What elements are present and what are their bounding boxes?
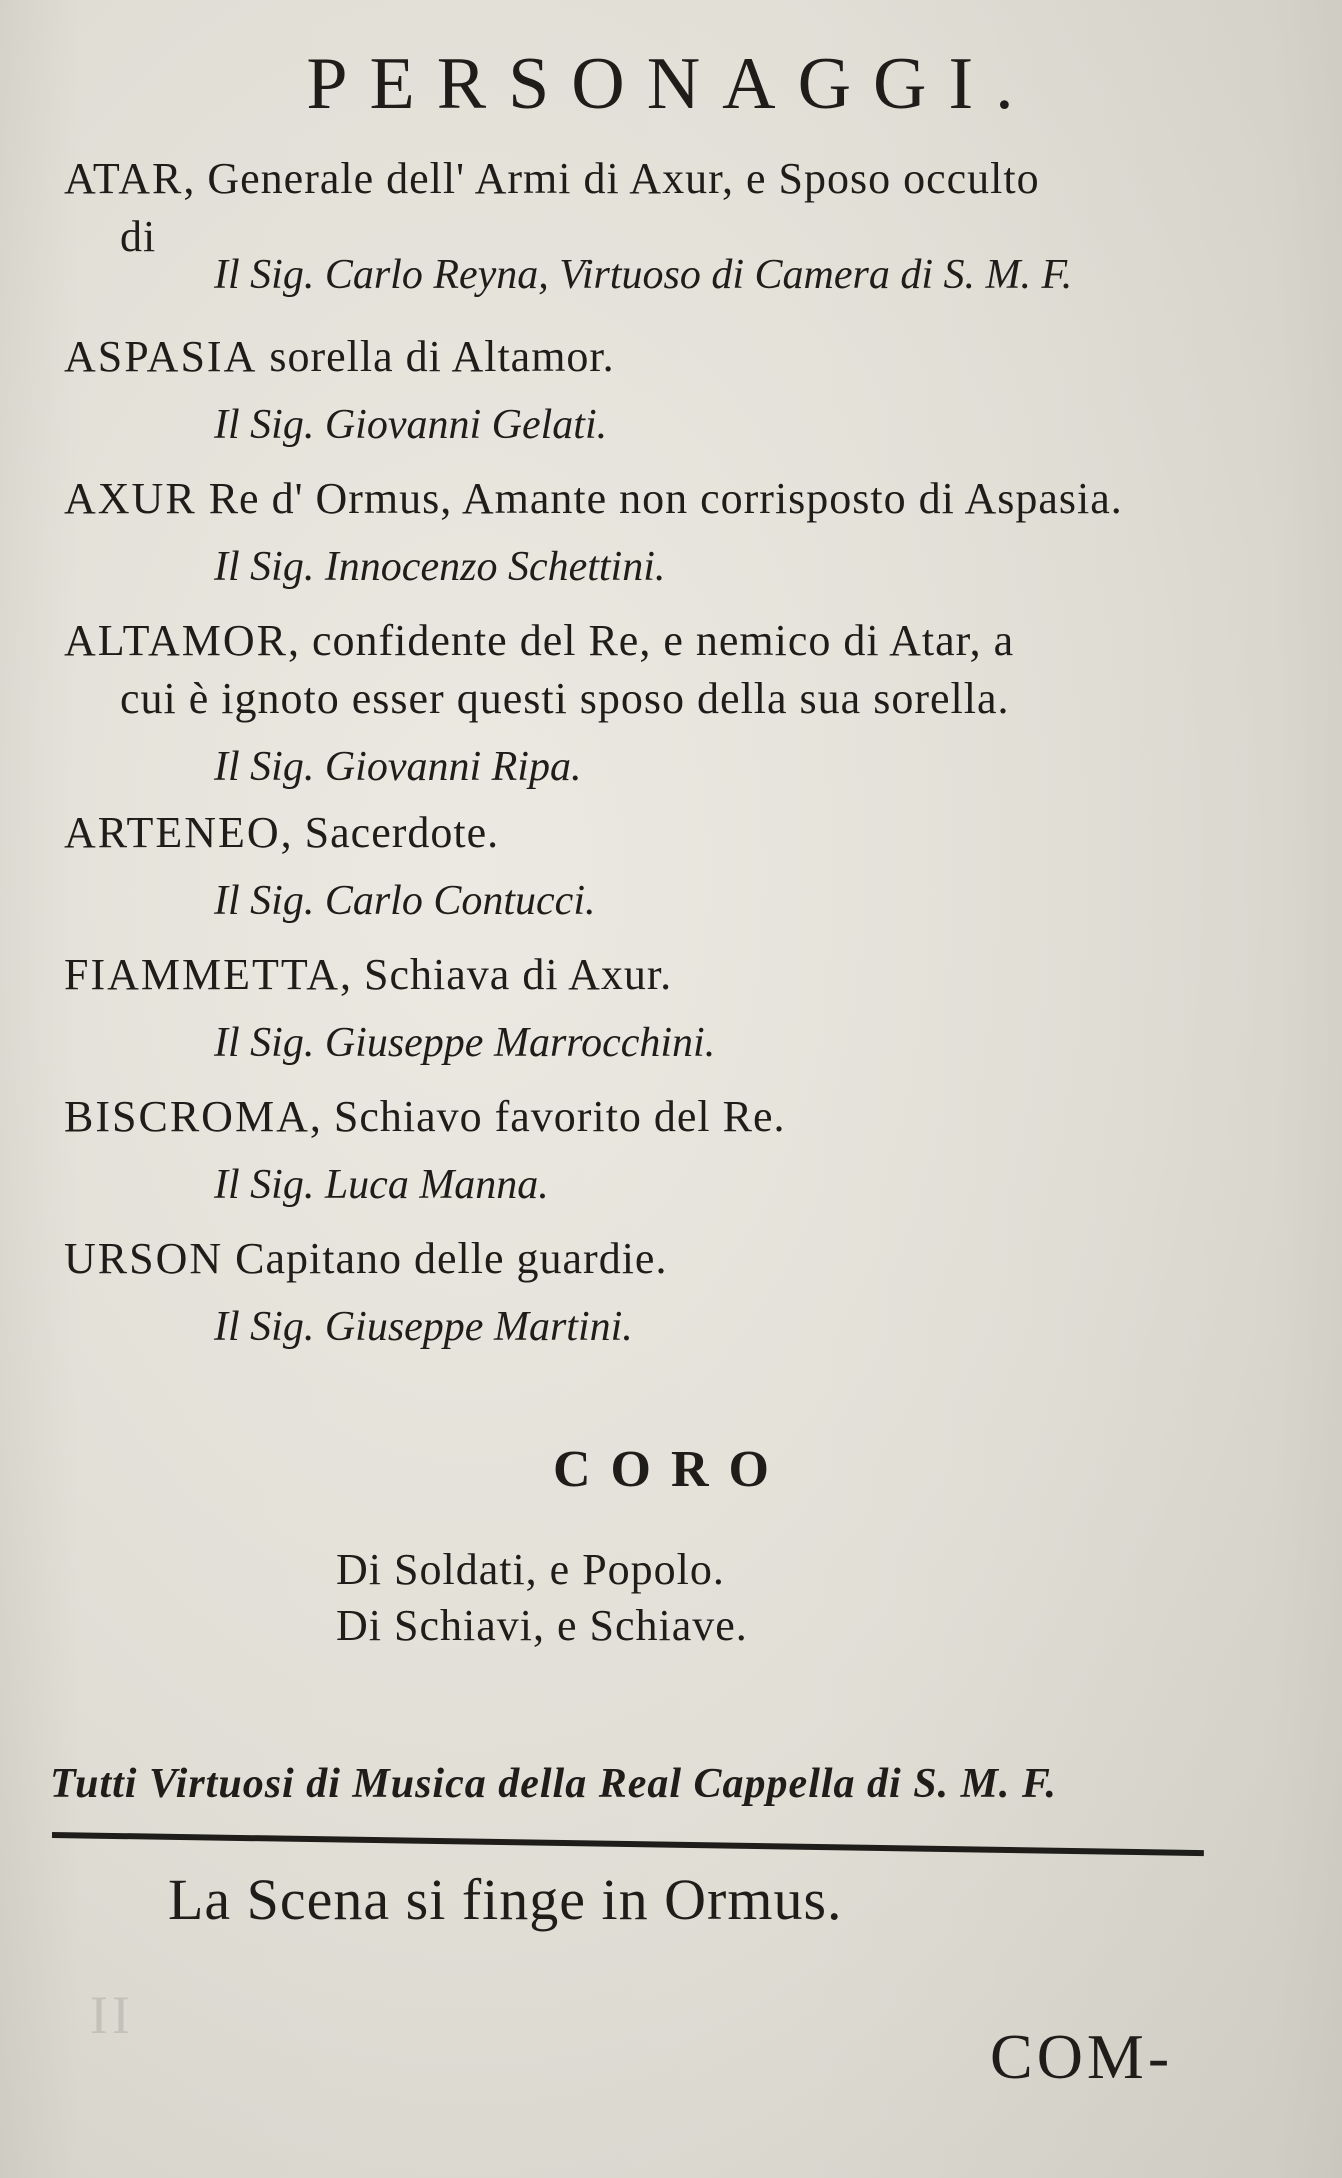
actor-name: Il Sig. Carlo Contucci.	[214, 878, 596, 924]
character-role	[64, 612, 1264, 728]
character-name: FIAMMETTA	[64, 950, 341, 999]
character-entry-urson	[64, 1230, 1264, 1356]
footnote-musicians: Tutti Virtuosi di Musica della Real Cappella di S. M. F.	[50, 1761, 1058, 1807]
character-name: ATAR	[64, 154, 184, 203]
actor-name: Il Sig. Giovanni Gelati.	[214, 402, 608, 448]
character-description: , Schiava di Axur.	[340, 950, 673, 999]
character-description: , Sacerdote.	[280, 808, 500, 857]
character-entry-aspasia	[64, 328, 1264, 454]
character-role	[64, 946, 1264, 1004]
scene-setting: La Scena si finge in Ormus.	[168, 1867, 843, 1932]
character-name: AXUR	[64, 474, 197, 523]
character-name: ALTAMOR	[64, 616, 288, 665]
character-entry-arteneo	[64, 804, 1264, 930]
character-name: ARTENEO	[64, 808, 281, 857]
actor-name: Il Sig. Luca Manna.	[214, 1162, 549, 1208]
character-description-continued: cui è ignoto esser questi sposo della sua sorella.	[120, 674, 1010, 723]
actor-name: Il Sig. Giuseppe Marrocchini.	[214, 1020, 716, 1066]
character-name: BISCROMA	[64, 1092, 310, 1141]
actor-name: Il Sig. Carlo Reyna, Virtuoso di Camera di S. M. F.	[214, 252, 1073, 298]
character-role	[64, 328, 1264, 386]
character-entry-axur	[64, 470, 1264, 596]
character-description: , Schiavo favorito del Re.	[309, 1092, 786, 1141]
character-description-continued: di	[120, 212, 157, 261]
actor-name: Il Sig. Innocenzo Schettini.	[214, 544, 666, 590]
show-through-ghost: II	[86, 1985, 130, 2045]
character-entry-altamor	[64, 612, 1264, 796]
character-entry-fiammetta	[64, 946, 1264, 1072]
character-description: Capitano delle guardie.	[223, 1234, 668, 1283]
character-role	[64, 804, 1264, 862]
character-entry-atar	[64, 150, 1264, 304]
horizontal-rule	[52, 1832, 1204, 1856]
actor-name: Il Sig. Giovanni Ripa.	[214, 744, 582, 790]
character-description: Re d' Ormus, Amante non corrisposto di Aspasia.	[196, 474, 1123, 523]
character-description: , confidente del Re, e nemico di Atar, a	[288, 616, 1015, 665]
catchword: COM-	[990, 2021, 1174, 2092]
coro-heading: CORO	[553, 1441, 789, 1498]
page-title: PERSONAGGI.	[306, 43, 1036, 125]
coro-line: Di Schiavi, e Schiave.	[336, 1601, 748, 1650]
character-name: URSON	[64, 1234, 224, 1283]
actor-name: Il Sig. Giuseppe Martini.	[214, 1304, 633, 1350]
character-role	[64, 470, 1264, 528]
character-description: , Generale dell' Armi di Axur, e Sposo occulto	[183, 154, 1040, 203]
coro-list	[336, 1542, 748, 1654]
character-entry-biscroma	[64, 1088, 1264, 1214]
character-name: ASPASIA	[64, 332, 258, 381]
character-description: sorella di Altamor.	[257, 332, 615, 381]
character-role	[64, 1230, 1264, 1288]
coro-line: Di Soldati, e Popolo.	[336, 1545, 725, 1594]
character-role	[64, 1088, 1264, 1146]
